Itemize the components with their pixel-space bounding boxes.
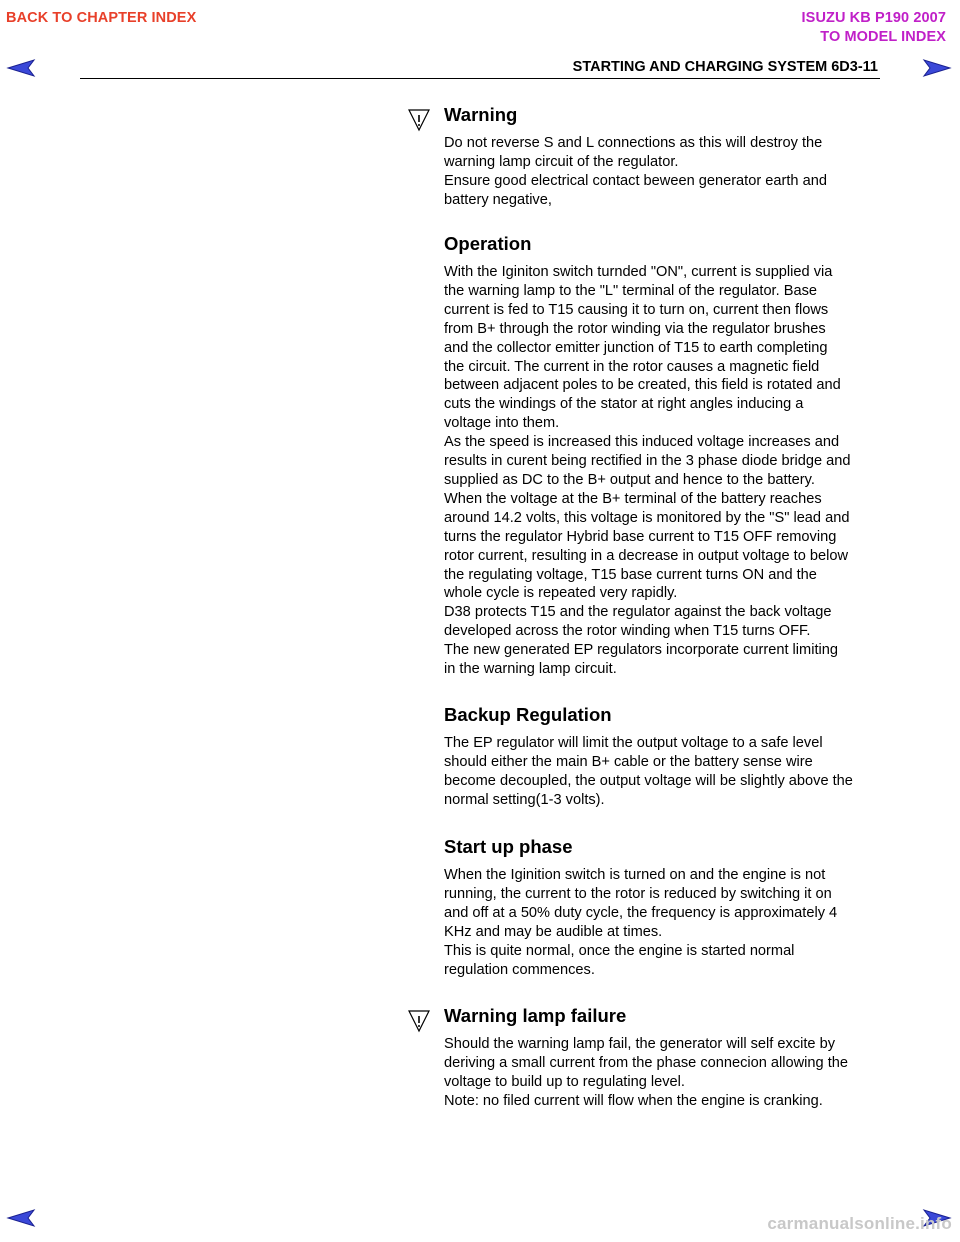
startup-line: and off at a 50% duty cycle, the frequency is approximately 4 xyxy=(444,904,838,921)
operation-line: rotor current, resulting in a decrease in output voltage to below xyxy=(444,547,848,564)
operation-line: the warning lamp to the "L" terminal of the regulator. Base xyxy=(444,282,817,299)
operation-line: in the warning lamp circuit. xyxy=(444,661,617,678)
header-divider xyxy=(80,78,880,79)
lamp-failure-line: Should the warning lamp fail, the generator will self excite by xyxy=(444,1036,835,1052)
operation-line: from B+ through the rotor winding via the regulator brushes xyxy=(444,320,826,337)
backup-line: become decoupled, the output voltage will be slightly above the xyxy=(444,772,853,789)
operation-line: the circuit. The current in the rotor causes a magnetic field xyxy=(444,358,820,375)
operation-line: supplied as DC to the B+ output and hence to the battery. xyxy=(444,471,815,488)
operation-line: turns the regulator Hybrid base current to T15 OFF removing xyxy=(444,528,837,545)
lamp-failure-line: voltage to build up to regulating level. xyxy=(444,1073,685,1090)
back-to-chapter-index-link[interactable]: BACK TO CHAPTER INDEX xyxy=(6,10,197,26)
startup-line: running, the current to the rotor is reduced by switching it on xyxy=(444,885,832,902)
operation-line: whole cycle is repeated very rapidly. xyxy=(444,585,678,602)
warning-lamp-failure-heading: Warning lamp failure xyxy=(444,1005,627,1026)
to-model-index-link[interactable]: TO MODEL INDEX xyxy=(820,29,946,45)
backup-line: should either the main B+ cable or the battery sense wire xyxy=(444,753,813,770)
operation-line: When the voltage at the B+ terminal of the battery reaches xyxy=(444,490,822,507)
operation-line: and the collector emitter junction of T15 to earth completing xyxy=(444,339,828,356)
model-title-link[interactable]: ISUZU KB P190 2007 xyxy=(801,10,946,26)
backup-regulation-section xyxy=(444,703,889,810)
lamp-failure-line: deriving a small current from the phase connecion allowing the xyxy=(444,1054,848,1071)
next-page-arrow-icon[interactable] xyxy=(922,58,952,78)
operation-line: voltage into them. xyxy=(444,415,560,432)
startup-line: regulation commences. xyxy=(444,961,595,978)
warning-icon xyxy=(408,1009,430,1033)
operation-heading: Operation xyxy=(444,233,532,254)
operation-line: With the Iginiton switch turnded "ON", current is supplied via xyxy=(444,264,833,280)
warning-line: Ensure good electrical contact beween generator earth and xyxy=(444,172,827,189)
operation-section xyxy=(444,232,889,679)
operation-line: current is fed to T15 causing it to turn on, current then flows xyxy=(444,301,829,318)
watermark: carmanualsonline.info xyxy=(767,1214,952,1233)
warning-line: warning lamp circuit of the regulator. xyxy=(444,153,679,170)
startup-line: This is quite normal, once the engine is started normal xyxy=(444,942,795,959)
operation-line: the regulating voltage, T15 base current turns ON and the xyxy=(444,566,817,583)
operation-line: D38 protects T15 and the regulator against the back voltage xyxy=(444,604,832,621)
startup-line: KHz and may be audible at times. xyxy=(444,923,663,940)
warning-line: battery negative, xyxy=(444,191,552,208)
backup-regulation-heading: Backup Regulation xyxy=(444,704,612,725)
operation-line: results in curent being rectified in the 3 phase diode bridge and xyxy=(444,453,851,470)
page-header-title: STARTING AND CHARGING SYSTEM 6D3-11 xyxy=(572,59,878,75)
operation-line: cuts the windings of the stator at right angles inducing a xyxy=(444,396,804,413)
start-up-phase-section xyxy=(444,835,889,979)
operation-line: As the speed is increased this induced voltage increases and xyxy=(444,434,840,451)
previous-page-arrow-icon[interactable] xyxy=(6,58,36,78)
warning-line: Do not reverse S and L connections as this will destroy the xyxy=(444,135,823,151)
warning-heading: Warning xyxy=(444,104,518,125)
warning-icon xyxy=(408,108,430,132)
backup-line: The EP regulator will limit the output voltage to a safe level xyxy=(444,735,823,751)
backup-line: normal setting(1-3 volts). xyxy=(444,791,605,808)
previous-page-arrow-icon[interactable] xyxy=(6,1208,36,1228)
operation-line: between adjacent poles to be created, this field is rotated and xyxy=(444,377,841,394)
operation-line: The new generated EP regulators incorporate current limiting xyxy=(444,642,838,659)
warning-lamp-failure-section xyxy=(444,1004,889,1111)
lamp-failure-line: Note: no filed current will flow when the engine is cranking. xyxy=(444,1092,823,1109)
startup-line: When the Iginition switch is turned on and the engine is not xyxy=(444,867,826,883)
operation-line: around 14.2 volts, this voltage is monitored by the "S" lead and xyxy=(444,509,850,526)
start-up-phase-heading: Start up phase xyxy=(444,836,573,857)
operation-line: developed across the rotor winding when T15 turns OFF. xyxy=(444,623,811,640)
warning-section xyxy=(444,103,889,210)
